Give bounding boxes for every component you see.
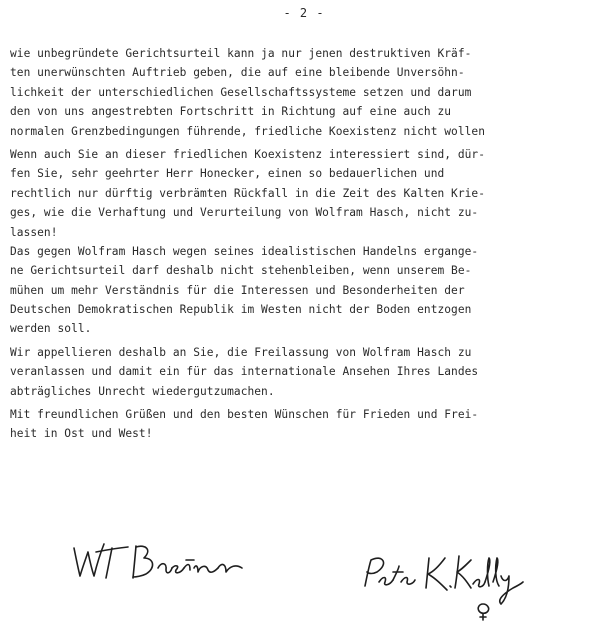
text-line: abträgliches Unrecht wiedergutzumachen. bbox=[10, 384, 275, 398]
text-line: normalen Grenzbedingungen führende, friedliche Koexistenz nicht wollen bbox=[10, 124, 485, 138]
signature-left bbox=[66, 534, 246, 590]
text-line: Wenn auch Sie an dieser friedlichen Koexistenz interessiert sind, dür- bbox=[10, 147, 485, 161]
paragraph-4 bbox=[10, 343, 605, 401]
text-line: mühen um mehr Verständnis für die Interessen und Besonderheiten der bbox=[10, 283, 465, 297]
text-line: veranlassen und damit ein für das internationale Ansehen Ihres Landes bbox=[10, 365, 479, 379]
paragraph-2 bbox=[10, 145, 605, 242]
text-line: ne Gerichtsurteil darf deshalb nicht stehenbleiben, wenn unserem Be- bbox=[10, 264, 472, 278]
paragraph-5 bbox=[10, 405, 605, 444]
text-line: wie unbegründete Gerichtsurteil kann ja nur jenen destruktiven Kräf- bbox=[10, 47, 472, 60]
text-line: den von uns angestrebten Fortschritt in Richtung auf eine auch zu bbox=[10, 105, 452, 119]
paragraph-3 bbox=[10, 242, 605, 339]
text-line: lichkeit der unterschiedlichen Gesellschaftssysteme setzen und darum bbox=[10, 85, 472, 99]
signature-right-drawing bbox=[355, 542, 525, 622]
text-line: rechtlich nur dürftig verbrämten Rückfall in die Zeit des Kalten Krie- bbox=[10, 186, 485, 200]
text-line: ten unerwünschten Auftrieb geben, die auf eine bleibende Unversöhn- bbox=[10, 66, 465, 80]
signature-right bbox=[355, 542, 525, 622]
letter-body bbox=[10, 44, 605, 448]
text-line: heit in Ost und West! bbox=[10, 427, 153, 441]
text-line: Mit freundlichen Grüßen und den besten Wünschen für Frieden und Frei- bbox=[10, 408, 479, 422]
paragraph-1 bbox=[10, 44, 605, 141]
text-line: ges, wie die Verhaftung und Verurteilung von Wolfram Hasch, nicht zu- bbox=[10, 206, 479, 220]
text-line: Wir appellieren deshalb an Sie, die Freilassung von Wolfram Hasch zu bbox=[10, 345, 472, 359]
signatures-area bbox=[0, 530, 608, 630]
text-line: lassen! bbox=[10, 225, 58, 239]
text-line: Deutschen Demokratischen Republik im Westen nicht der Boden entzogen bbox=[10, 303, 472, 317]
text-line: werden soll. bbox=[10, 322, 92, 336]
text-line: Das gegen Wolfram Hasch wegen seines idealistischen Handelns ergange- bbox=[10, 244, 479, 258]
signature-left-drawing bbox=[66, 534, 246, 590]
text-line: fen Sie, sehr geehrter Herr Honecker, einen so bedauerlichen und bbox=[10, 167, 445, 181]
page-number: - 2 - bbox=[283, 6, 325, 20]
